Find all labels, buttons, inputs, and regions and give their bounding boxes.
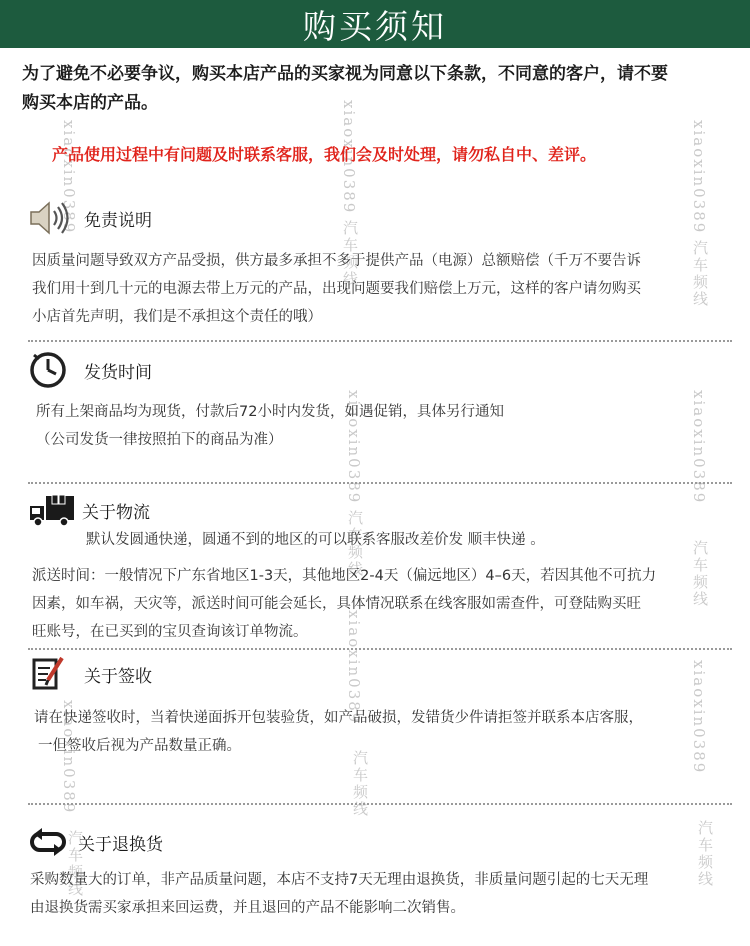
- intro-line: 为了避免不必要争议，购买本店产品的买家视为同意以下条款，不同意的客户，请不要: [22, 64, 668, 84]
- watermark-text: 汽车频线: [691, 540, 709, 608]
- notepad-pencil-icon: [28, 654, 76, 694]
- watermark-id: xiaoxin0389: [60, 700, 78, 815]
- divider: [28, 648, 732, 650]
- watermark-id: xiaoxin0389: [340, 100, 358, 215]
- body-line: 所有上架商品均为现货，付款后72小时内发货，如遇促销，具体另行通知: [36, 404, 504, 420]
- section-title: 关于退换货: [78, 834, 163, 855]
- clock-icon: [28, 350, 76, 390]
- watermark-text: 汽车频线: [696, 820, 714, 888]
- section-body-shipping-time: [36, 398, 736, 454]
- exchange-icon: [28, 822, 76, 862]
- intro-text: [22, 60, 742, 118]
- watermark-text: 汽车频线: [66, 830, 84, 898]
- section-title: 关于签收: [84, 666, 152, 687]
- divider: [28, 482, 732, 484]
- body-line: 请在快递签收时，当着快递面拆开包装验货，如产品破损，发错货少件请拒签并联系本店客服，: [34, 710, 643, 726]
- watermark-id: xiaoxin0389: [345, 390, 363, 505]
- intro-line: 购买本店的产品。: [22, 93, 158, 113]
- section-title: 发货时间: [84, 362, 152, 383]
- body-line: 一但签收后视为产品数量正确。: [38, 738, 241, 754]
- section-header-shipping-time: [28, 350, 152, 390]
- body-line: 采购数量大的订单，非产品质量问题，本店不支持7天无理由退换货，非质量问题引起的七天无理: [30, 872, 649, 888]
- truck-icon: [28, 490, 76, 530]
- section-header-logistics: [28, 490, 150, 530]
- section-header-disclaimer: [28, 198, 152, 238]
- body-line: （公司发货一律按照拍下的商品为准）: [36, 432, 283, 448]
- body-line: 因素，如车祸，天灾等，派送时间可能会延长，具体情况联系在线客服如需查件，可登陆购买旺: [32, 596, 641, 612]
- body-line: 派送时间：一般情况下广东省地区1-3天，其他地区2-4天（偏远地区）4–6天，若因其他不可抗力: [32, 568, 657, 584]
- watermark-id: xiaoxin0389: [60, 120, 78, 235]
- watermark-id: xiaoxin0389: [690, 390, 708, 505]
- watermark-text: 汽车频线: [351, 750, 369, 818]
- section-body-returns: [30, 866, 742, 922]
- divider: [28, 340, 732, 342]
- watermark-id: xiaoxin0389: [690, 660, 708, 775]
- body-line: 旺账号，在已买到的宝贝查询该订单物流。: [32, 624, 308, 640]
- logistics-subtitle: 默认发圆通快递，圆通不到的地区的可以联系客服改差价发 顺丰快递 。: [86, 532, 545, 548]
- body-line: 我们用十到几十元的电源去带上万元的产品，出现问题要我们赔偿上万元，这样的客户请勿购买: [32, 281, 641, 297]
- body-line: 小店首先声明，我们是不承担这个责任的哦）: [32, 309, 322, 325]
- body-line: 因质量问题导致双方产品受损，供方最多承担不多于提供产品（电源）总额赔偿（千万不要告诉: [32, 253, 641, 269]
- section-header-returns: [28, 822, 163, 862]
- divider: [28, 803, 732, 805]
- watermark-text: 汽车频线: [346, 510, 364, 578]
- watermark-text: 汽车频线: [341, 220, 359, 288]
- watermark-id: xiaoxin0389: [345, 610, 363, 725]
- section-title: 关于物流: [82, 502, 150, 523]
- section-body-signing: [34, 704, 746, 760]
- watermark-id: xiaoxin0389: [690, 120, 708, 235]
- speaker-icon: [28, 198, 76, 238]
- section-header-signing: [28, 654, 152, 694]
- header-banner: [0, 0, 750, 48]
- section-title: 免责说明: [84, 210, 152, 231]
- watermark-text: 汽车频线: [691, 240, 709, 308]
- warning-text: 产品使用过程中有问题及时联系客服，我们会及时处理，请勿私自中、差评。: [52, 145, 597, 164]
- body-line: 由退换货需买家承担来回运费，并且退回的产品不能影响二次销售。: [30, 900, 465, 916]
- page-title: 购买须知: [303, 6, 447, 46]
- section-body-disclaimer: [32, 247, 742, 331]
- section-body-logistics: [32, 562, 744, 646]
